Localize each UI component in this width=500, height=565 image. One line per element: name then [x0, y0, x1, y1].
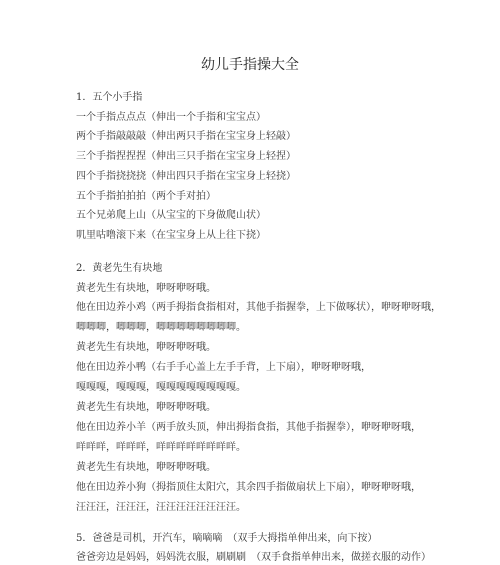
- text-line: 五个手指拍拍拍（两个手对拍）: [76, 191, 216, 202]
- text-line: 黄老先生有块地，咿呀咿呀哦。: [76, 342, 216, 353]
- text-line: 他在田边养小鸭（右手手心盖上左手手背，上下扇），咿呀咿呀哦，: [76, 362, 371, 373]
- text-line: 黄老先生有块地，咿呀咿呀哦。: [76, 462, 216, 473]
- text-line: 咩咩咩，咩咩咩，咩咩咩咩咩咩咩咩。: [76, 442, 246, 453]
- text-line: 五个兄弟爬上山（从宝宝的下身做爬山状）: [76, 210, 266, 221]
- text-line: 一个手指点点点（伸出一个手指和宝宝点）: [76, 112, 266, 123]
- text-line: 唧唧唧，唧唧唧，唧唧唧唧唧唧唧唧。: [76, 322, 246, 333]
- text-line: 爸爸旁边是妈妈，妈妈洗衣服，刷刷刷 （双手食指单伸出来，做搓衣服的动作）: [76, 552, 431, 563]
- text-line: 叽里咕噜滚下来（在宝宝身上从上往下挠）: [76, 230, 266, 241]
- text-line: 两个手指敲敲敲（伸出两只手指在宝宝身上轻敲）: [76, 131, 296, 142]
- text-line: 黄老先生有块地，咿呀咿呀哦。: [76, 283, 216, 294]
- text-line: 他在田边养小鸡（两手拇指食指相对，其他手指握拳，上下做啄状），咿呀咿呀哦，: [76, 302, 441, 313]
- text-line: 三个手指捏捏捏（伸出三只手指在宝宝身上轻捏）: [76, 151, 296, 162]
- text-line: 四个手指挠挠挠（伸出四只手指在宝宝身上轻挠）: [76, 171, 296, 182]
- text-line: 黄老先生有块地，咿呀咿呀哦。: [76, 402, 216, 413]
- text-line: 他在田边养小羊（两手放头顶，伸出拇指食指，其他手指握拳），咿呀咿呀哦，: [76, 422, 421, 433]
- text-line: 汪汪汪，汪汪汪，汪汪汪汪汪汪汪汪。: [76, 502, 246, 513]
- section-heading-1: 1．五个小手指: [76, 92, 143, 103]
- section-heading-5: 5．爸爸是司机，开汽车，嘀嘀嘀 （双手大拇指单伸出来，向下按）: [76, 533, 378, 544]
- text-line: 嘎嘎嘎，嘎嘎嘎，嘎嘎嘎嘎嘎嘎嘎嘎。: [76, 382, 246, 393]
- section-heading-2: 2．黄老先生有块地: [76, 263, 163, 274]
- document-title: 幼儿手指操大全: [201, 57, 299, 73]
- text-line: 他在田边养小狗（拇指顶住太阳穴，其余四手指做扇状上下扇），咿呀咿呀哦，: [76, 482, 421, 493]
